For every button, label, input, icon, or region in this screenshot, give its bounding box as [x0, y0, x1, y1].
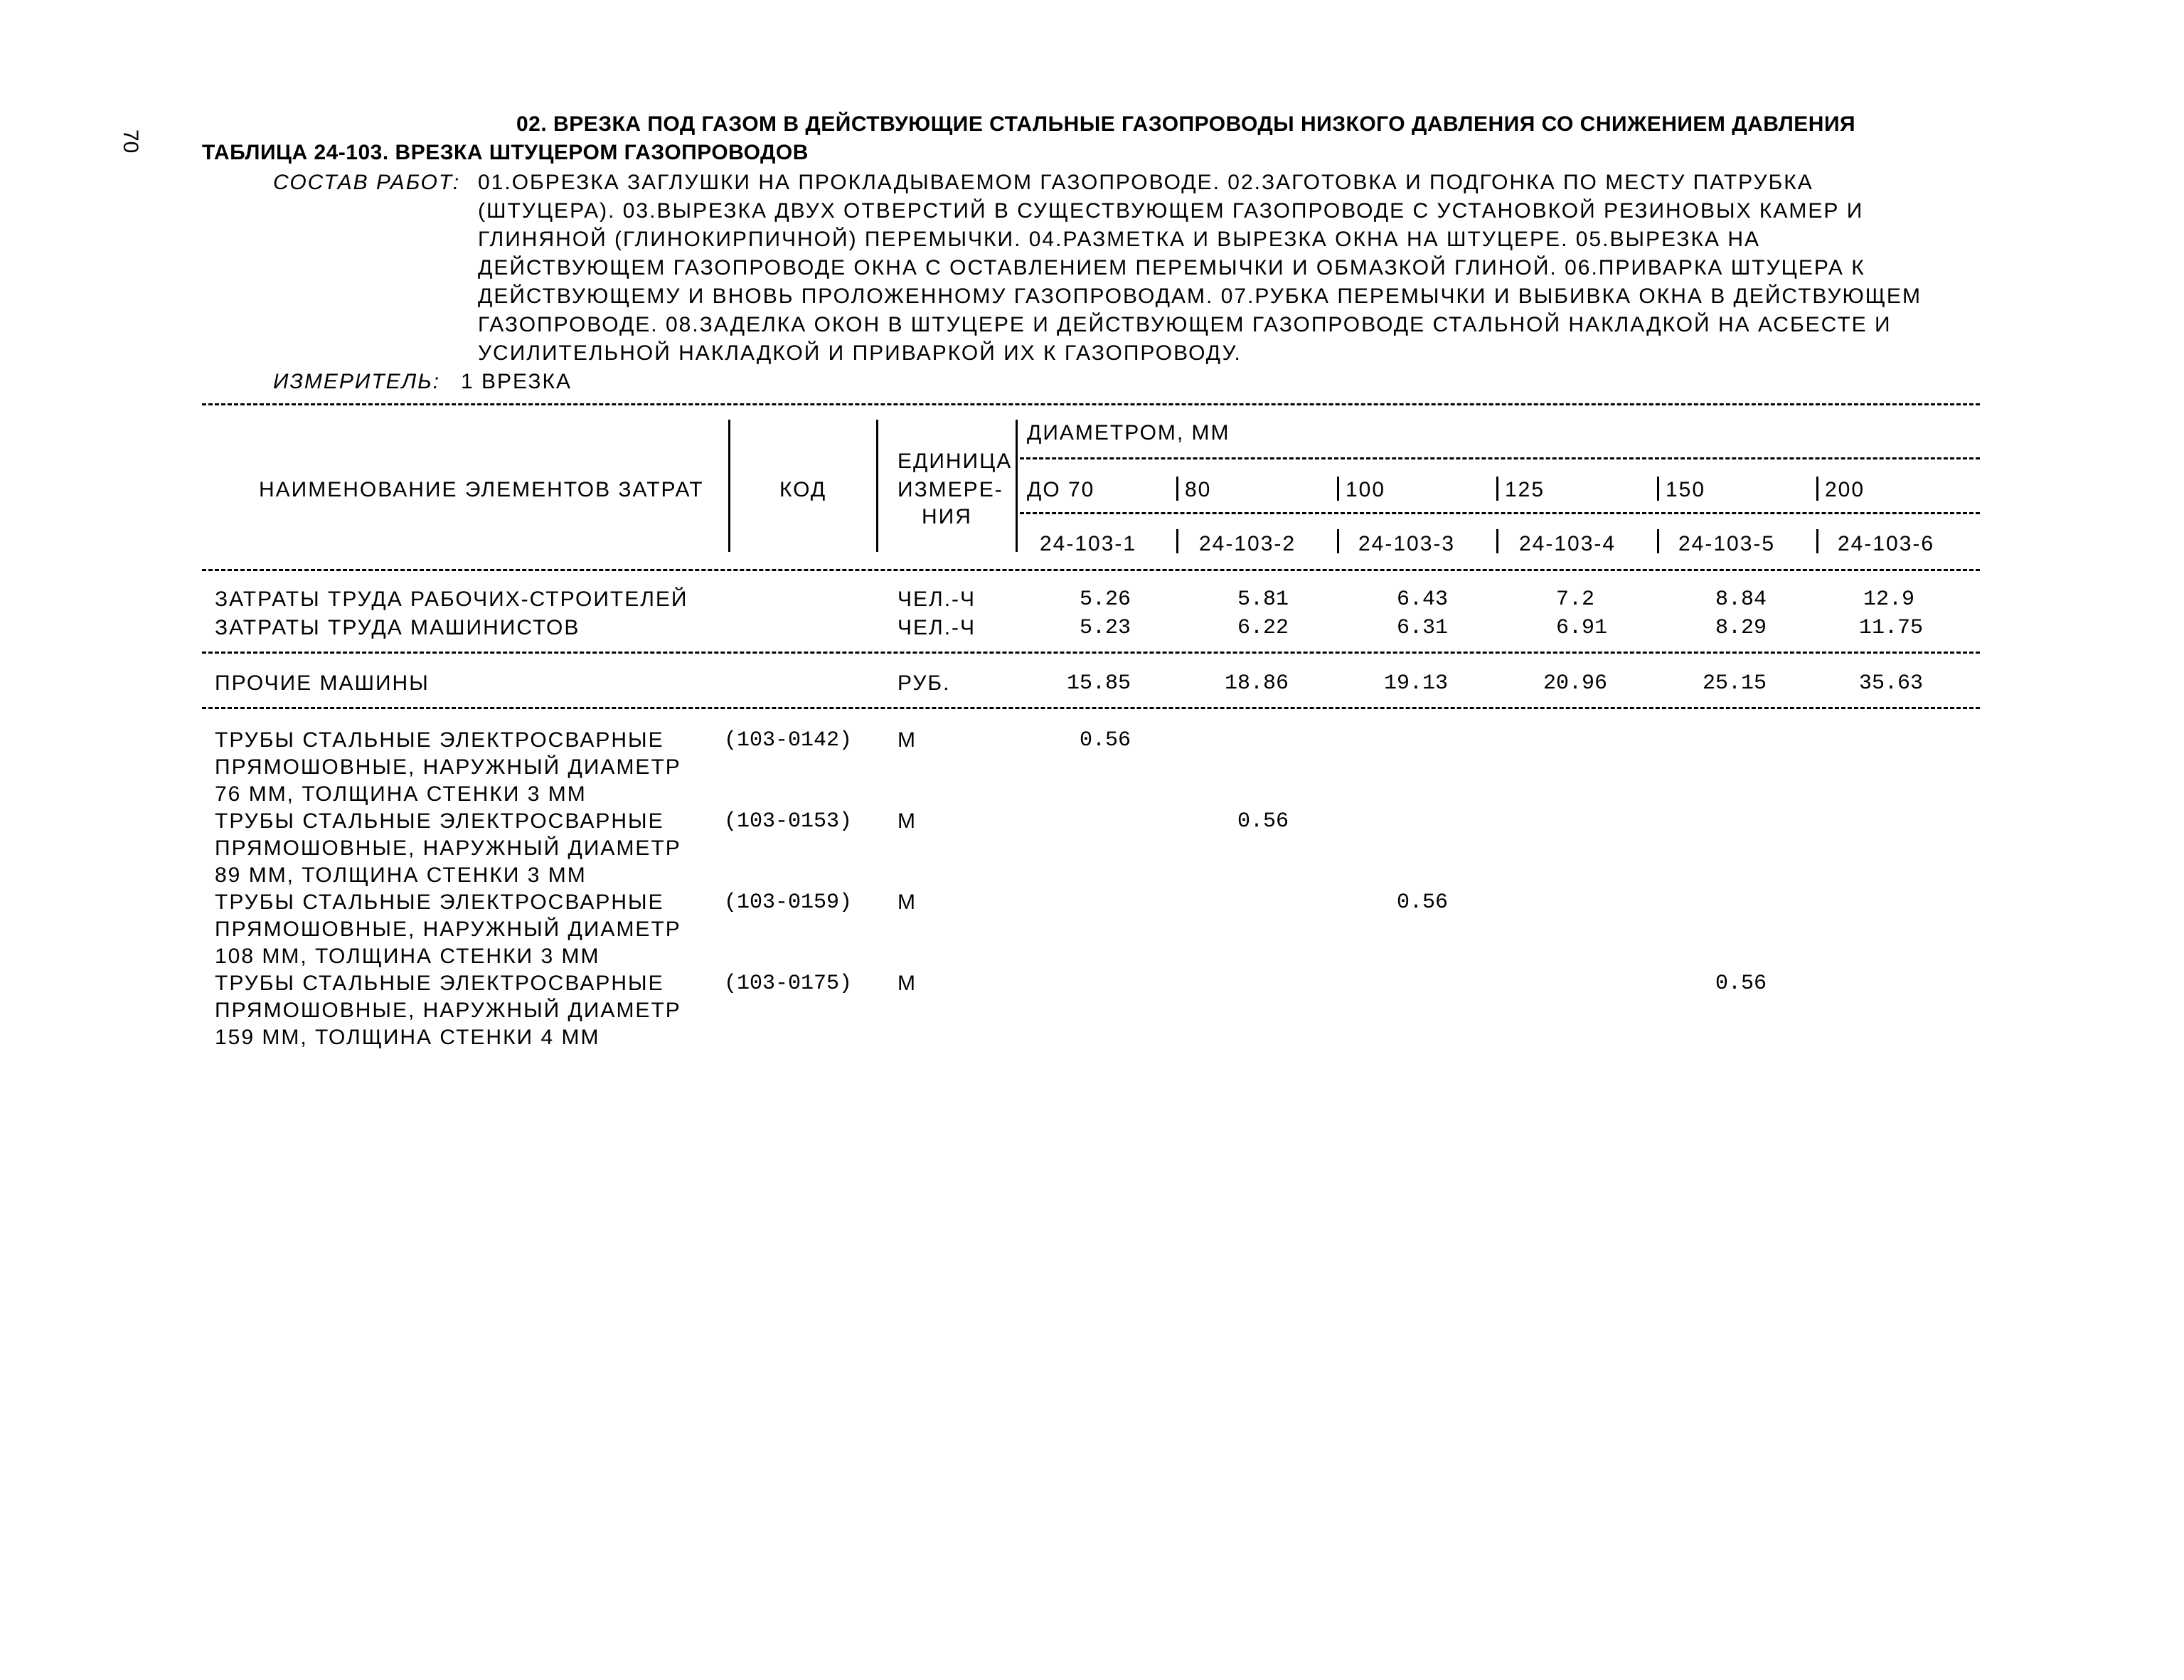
header-divider — [1016, 420, 1018, 552]
material-name-line: ТРУБЫ СТАЛЬНЫЕ ЭЛЕКТРОСВАРНЫЕ — [215, 972, 664, 995]
header-diameter-label: ДИАМЕТРОМ, ММ — [1027, 421, 1230, 445]
header-unit-line: ЕДИНИЦА — [897, 450, 1013, 473]
header-diameter: 100 — [1346, 478, 1386, 501]
row-value: 7.2 — [1555, 588, 1594, 612]
row-value: 8.29 — [1715, 616, 1767, 640]
diameter-divider — [1816, 477, 1818, 501]
row-value: 20.96 — [1543, 671, 1607, 696]
page-number: 70 — [119, 129, 142, 154]
header-unit-line: НИЯ — [922, 505, 972, 528]
row-value: 35.63 — [1858, 671, 1923, 696]
row-unit: ЧЕЛ.-Ч — [897, 588, 976, 611]
material-name-line: ТРУБЫ СТАЛЬНЫЕ ЭЛЕКТРОСВАРНЫЕ — [215, 890, 664, 914]
table-top-rule — [202, 403, 1980, 405]
work-composition-line: ГЛИНЯНОЙ (ГЛИНОКИРПИЧНОЙ) ПЕРЕМЫЧКИ. 04.РАЗМЕТКА И ВЫРЕЗКА ОКНА НА ШТУЦЕРЕ. 05.ВЫРЕЗКА НА — [478, 228, 1760, 251]
material-unit: М — [897, 728, 917, 752]
row-unit: ЧЕЛ.-Ч — [897, 616, 976, 639]
row-value: 19.13 — [1383, 671, 1448, 696]
measure-label: ИЗМЕРИТЕЛЬ: — [273, 370, 441, 393]
code-divider — [1657, 529, 1659, 553]
code-divider — [1337, 529, 1339, 553]
header-name-col: НАИМЕНОВАНИЕ ЭЛЕМЕНТОВ ЗАТРАТ — [259, 478, 704, 501]
row-value: 6.22 — [1237, 616, 1289, 640]
header-diameter: 200 — [1825, 478, 1865, 501]
header-code: 24-103-1 — [1040, 532, 1137, 555]
row-value: 6.43 — [1396, 588, 1448, 612]
header-diameter: 125 — [1505, 478, 1545, 501]
header-diameter: ДО 70 — [1027, 478, 1095, 501]
material-name-line: 108 ММ, ТОЛЩИНА СТЕНКИ 3 ММ — [215, 945, 600, 968]
row-value: 8.84 — [1715, 588, 1767, 612]
row-value: 25.15 — [1702, 671, 1767, 696]
work-composition-line: ГАЗОПРОВОДЕ. 08.ЗАДЕЛКА ОКОН В ШТУЦЕРЕ И ДЕЙСТВУЮЩЕМ ГАЗОПРОВОДЕ СТАЛЬНОЙ НАКЛАДКОЙ НА АСБЕСТЕ И — [478, 313, 1892, 336]
row-value: 5.23 — [1079, 616, 1131, 640]
row-value: 6.91 — [1555, 616, 1607, 640]
material-name-line: ПРЯМОШОВНЫЕ, НАРУЖНЫЙ ДИАМЕТР — [215, 999, 681, 1022]
material-unit: М — [897, 972, 917, 995]
material-name-line: ПРЯМОШОВНЫЕ, НАРУЖНЫЙ ДИАМЕТР — [215, 836, 681, 860]
material-name-line: 76 ММ, ТОЛЩИНА СТЕНКИ 3 ММ — [215, 782, 587, 806]
material-name-line: 159 ММ, ТОЛЩИНА СТЕНКИ 4 ММ — [215, 1026, 600, 1049]
header-bottom-rule — [202, 569, 1980, 571]
work-composition-line: (ШТУЦЕРА). 03.ВЫРЕЗКА ДВУХ ОТВЕРСТИЙ В СУЩЕСТВУЮЩЕМ ГАЗОПРОВОДЕ С УСТАНОВКОЙ РЕЗИНОВЫХ КАМЕР И — [478, 199, 1864, 223]
material-code: (103-0153) — [724, 809, 853, 834]
row-name: ПРОЧИЕ МАШИНЫ — [215, 671, 430, 695]
row-name: ЗАТРАТЫ ТРУДА РАБОЧИХ-СТРОИТЕЛЕЙ — [215, 588, 688, 611]
code-divider — [1176, 529, 1178, 553]
row-value: 15.85 — [1066, 671, 1131, 696]
table-title: ТАБЛИЦА 24-103. ВРЕЗКА ШТУЦЕРОМ ГАЗОПРОВОДОВ — [202, 141, 809, 164]
row-unit: РУБ. — [897, 671, 951, 695]
material-unit: М — [897, 890, 917, 914]
material-value: 0.56 — [1079, 728, 1131, 753]
row-value: 18.86 — [1224, 671, 1289, 696]
material-name-line: ПРЯМОШОВНЫЕ, НАРУЖНЫЙ ДИАМЕТР — [215, 755, 681, 779]
work-composition-line: ДЕЙСТВУЮЩЕМ ГАЗОПРОВОДЕ ОКНА С ОСТАВЛЕНИЕМ ПЕРЕМЫЧКИ И ОБМАЗКОЙ ГЛИНОЙ. 06.ПРИВАРКА ШТУЦЕРА К — [478, 256, 1865, 280]
work-composition-line: ДЕЙСТВУЮЩЕМУ И ВНОВЬ ПРОЛОЖЕННОМУ ГАЗОПРОВОДАМ. 07.РУБКА ПЕРЕМЫЧКИ И ВЫБИВКА ОКНА В ДЕЙСТВУЮЩЕМ — [478, 285, 1922, 308]
header-code: 24-103-5 — [1678, 532, 1776, 555]
material-name-line: ТРУБЫ СТАЛЬНЫЕ ЭЛЕКТРОСВАРНЫЕ — [215, 728, 664, 752]
material-code: (103-0159) — [724, 890, 853, 915]
row-value: 5.26 — [1079, 588, 1131, 612]
header-subrule — [1020, 512, 1980, 514]
diameter-divider — [1657, 477, 1659, 501]
material-code: (103-0142) — [724, 728, 853, 753]
row-value: 6.31 — [1396, 616, 1448, 640]
work-composition-label: СОСТАВ РАБОТ: — [273, 171, 461, 194]
work-composition-line: 01.ОБРЕЗКА ЗАГЛУШКИ НА ПРОКЛАДЫВАЕМОМ ГАЗОПРОВОДЕ. 02.ЗАГОТОВКА И ПОДГОНКА ПО МЕСТУ ПАТРУБКА — [478, 171, 1813, 194]
header-divider — [728, 420, 730, 552]
diameter-divider — [1337, 477, 1339, 501]
row-value: 12.9 — [1863, 588, 1914, 612]
work-composition-line: УСИЛИТЕЛЬНОЙ НАКЛАДКОЙ И ПРИВАРКОЙ ИХ К ГАЗОПРОВОДУ. — [478, 341, 1242, 365]
material-value: 0.56 — [1237, 809, 1289, 834]
diameter-divider — [1496, 477, 1498, 501]
code-divider — [1496, 529, 1498, 553]
material-value: 0.56 — [1396, 890, 1448, 915]
material-unit: М — [897, 809, 917, 833]
header-code: 24-103-6 — [1838, 532, 1935, 555]
material-name-line: ПРЯМОШОВНЫЕ, НАРУЖНЫЙ ДИАМЕТР — [215, 918, 681, 941]
header-subrule — [1020, 457, 1980, 459]
row-value: 11.75 — [1858, 616, 1923, 640]
header-code: 24-103-3 — [1358, 532, 1456, 555]
measure-value: 1 ВРЕЗКА — [461, 370, 572, 393]
material-value: 0.56 — [1715, 972, 1767, 996]
row-value: 5.81 — [1237, 588, 1289, 612]
section-rule — [202, 652, 1980, 654]
row-name: ЗАТРАТЫ ТРУДА МАШИНИСТОВ — [215, 616, 580, 639]
material-code: (103-0175) — [724, 972, 853, 996]
header-unit-line: ИЗМЕРЕ- — [897, 478, 1003, 501]
header-code: 24-103-4 — [1519, 532, 1616, 555]
material-name-line: ТРУБЫ СТАЛЬНЫЕ ЭЛЕКТРОСВАРНЫЕ — [215, 809, 664, 833]
section-title: 02. ВРЕЗКА ПОД ГАЗОМ В ДЕЙСТВУЮЩИЕ СТАЛЬНЫЕ ГАЗОПРОВОДЫ НИЗКОГО ДАВЛЕНИЯ СО СНИЖЕНИЕМ ДАВЛЕНИЯ — [516, 112, 1856, 136]
header-diameter: 150 — [1666, 478, 1706, 501]
header-divider — [876, 420, 878, 552]
header-code-col: КОД — [779, 478, 827, 501]
code-divider — [1816, 529, 1818, 553]
section-rule — [202, 707, 1980, 709]
material-name-line: 89 ММ, ТОЛЩИНА СТЕНКИ 3 ММ — [215, 863, 587, 887]
header-diameter: 80 — [1185, 478, 1212, 501]
header-code: 24-103-2 — [1199, 532, 1296, 555]
diameter-divider — [1176, 477, 1178, 501]
